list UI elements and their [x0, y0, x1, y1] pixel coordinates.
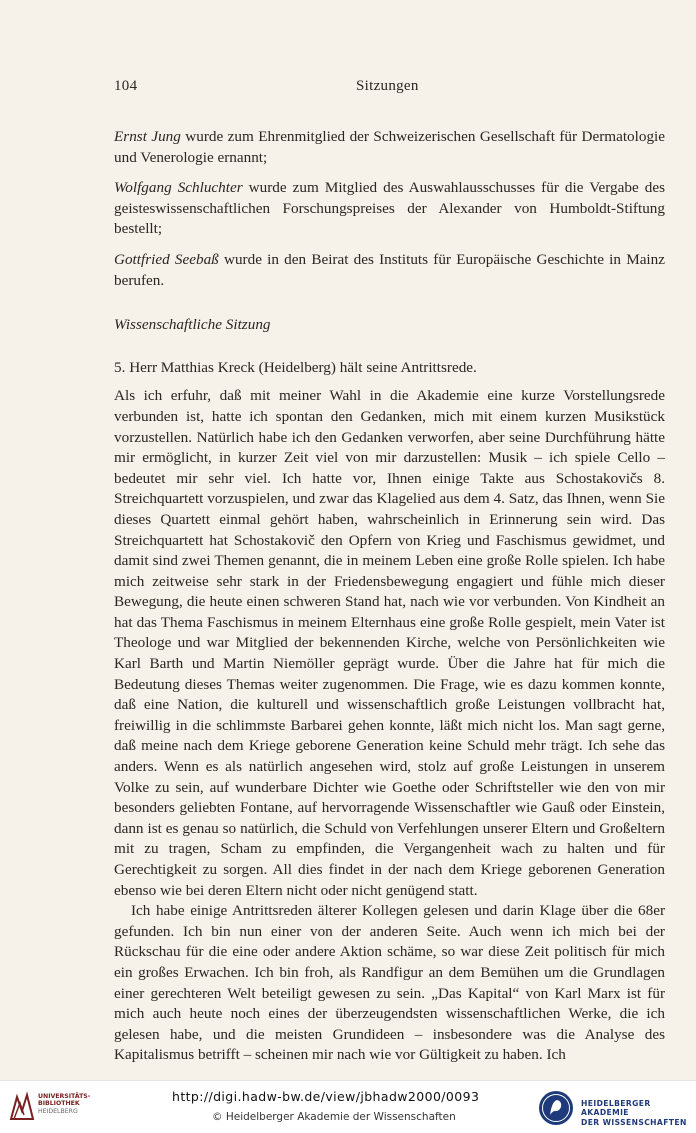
lecture-intro: 5. Herr Matthias Kreck (Heidelberg) hält seine Antrittsrede. — [114, 358, 477, 376]
copyright-notice: © Heidelberger Akademie der Wissenschaften — [212, 1111, 456, 1123]
academy-logo[interactable] — [537, 1089, 692, 1127]
running-title: Sitzungen — [356, 78, 419, 94]
person-name: Wolfgang Schluchter — [114, 179, 243, 197]
body-paragraph: Ich habe einige Antrittsreden älterer Kollegen gelesen und darin Klage über die 68er gefunden. Ich bin nun einer von der anderen Seite. Auch wenn ich mich bei der Rückschau für die eine oder andere Aktion schäme, so war diese Zeit politisch für mich ein großes Erwachen. Ich bin froh, als Randfigur an dem Bemühen um die Grundlagen einer gerechteren Welt beteiligt gewesen zu sein. „Das Kapital“ von Karl Marx ist für mich auch heute noch eines der überzeugendsten wissenschaftlichen Werke, die ich gelesen habe, und die meisten Grundideen – insbesondere was die Analyse des Kapitalismus betrifft – scheinen mir nach wie vor Gültigkeit zu haben. Ich — [114, 902, 665, 1064]
viewer-footer — [0, 1080, 696, 1133]
entry-paragraph — [114, 127, 665, 168]
person-name: Gottfried Seebaß — [114, 250, 219, 268]
academy-seal-icon — [537, 1089, 575, 1127]
page-content — [114, 127, 665, 1066]
library-emblem-icon — [8, 1091, 36, 1123]
university-library-logo[interactable] — [8, 1091, 94, 1125]
section-heading: Wissenschaftliche Sitzung — [114, 316, 271, 334]
person-name: Ernst Jung — [114, 128, 181, 145]
entry-text: wurde zum Ehrenmitglied der Schweizerischen Gesellschaft für Dermatologie und Venerologie ernannt; — [114, 128, 666, 166]
page-number: 104 — [114, 78, 138, 94]
entry-paragraph — [114, 178, 665, 240]
entry-paragraph — [114, 250, 665, 291]
entry-text: wurde zum Mitglied des Auswahlausschusses für die Vergabe des geisteswissenschaftlichen Forschungspreises der Alexander von Humboldt-Stiftung bestellt; — [114, 179, 665, 238]
source-url-link[interactable]: http://digi.hadw-bw.de/view/jbhadw2000/0093 — [172, 1089, 480, 1104]
body-paragraph: Als ich erfuhr, daß mit meiner Wahl in die Akademie eine kurze Vorstellungsrede verbunden ist, hatte ich spontan den Gedanken, mich mit einem kurzen Musikstück vorzustellen. Natürlich habe ich den Gedanken verworfen, aber seine Durchführung hätte mir ermöglicht, in kurzer Zeit viel von mir darzustellen: Musik – ich spiele Cello – bedeutet mir sehr viel. Ich hatte vor, Ihnen einige Takte aus Schostakovičs 8. Streichquartett vorzuspielen, und zwar das Klagelied aus dem 4. Satz, das Ihnen, wenn Sie dieses Quartett einmal gehört haben, wahrscheinlich in Erinnerung sein wird. Das Streichquartett hat Schostakovič den Opfern von Krieg und Faschismus gewidmet, und damit sind zwei Themen genannt, die in meinem Leben eine große Rolle spielen. Ich habe mich zeitweise sehr stark in der Friedensbewegung engagiert und fühle mich dieser Bewegung, die heute einen schweren Stand hat, nach wie vor verbunden. Von Kindheit an hat das Thema Faschismus in meinem Elternhaus eine große Rolle gespielt, mein Vater ist Theologe und war Mitglied der bekennenden Kirche, welche von Persönlichkeiten wie Karl Barth und Martin Niemöller geprägt wurde. Über die Jahre hat für mich die Bedeutung dieses Themas weiter zugenommen. Die Frage, wie es dazu kommen konnte, daß eine Nation, die kulturell und wissenschaftlich große Leistungen vollbracht hat, freiwillig in die schlimmste Barbarei gehen konnte, läßt mich nicht los. Man sagt gerne, daß meine nach dem Kriege geborene Generation keine Schuld mehr trägt. Ich sehe das anders. Wenn es als natürlich angesehen wird, stolz auf große Leistungen in unserem Volke zu sein, auf wunderbare Dichter wie Goethe oder Schriftsteller wie den von mir besonders geliebten Fontane, auf hervorragende Wissenschaftler wie Gauß oder Einstein, dann ist es genau so natürlich, die Schuld von Verfehlungen unserer Eltern und Großeltern mit zu tragen, Scham zu empfinden, die Vergangenheit wach zu halten und für Gerechtigkeit zu sorgen. All dies findet in der nach dem Kriege geborenen Generation ebenso wie bei deren Eltern nicht oder nicht genügend statt. — [114, 387, 665, 899]
library-logo-text: UNIVERSITÄTS- BIBLIOTHEK HEIDELBERG — [38, 1093, 91, 1115]
academy-logo-text: HEIDELBERGER AKADEMIE DER WISSENSCHAFTEN — [581, 1099, 687, 1127]
entry-text: wurde in den Beirat des Instituts für Europäische Geschichte in Mainz berufen. — [114, 250, 665, 289]
